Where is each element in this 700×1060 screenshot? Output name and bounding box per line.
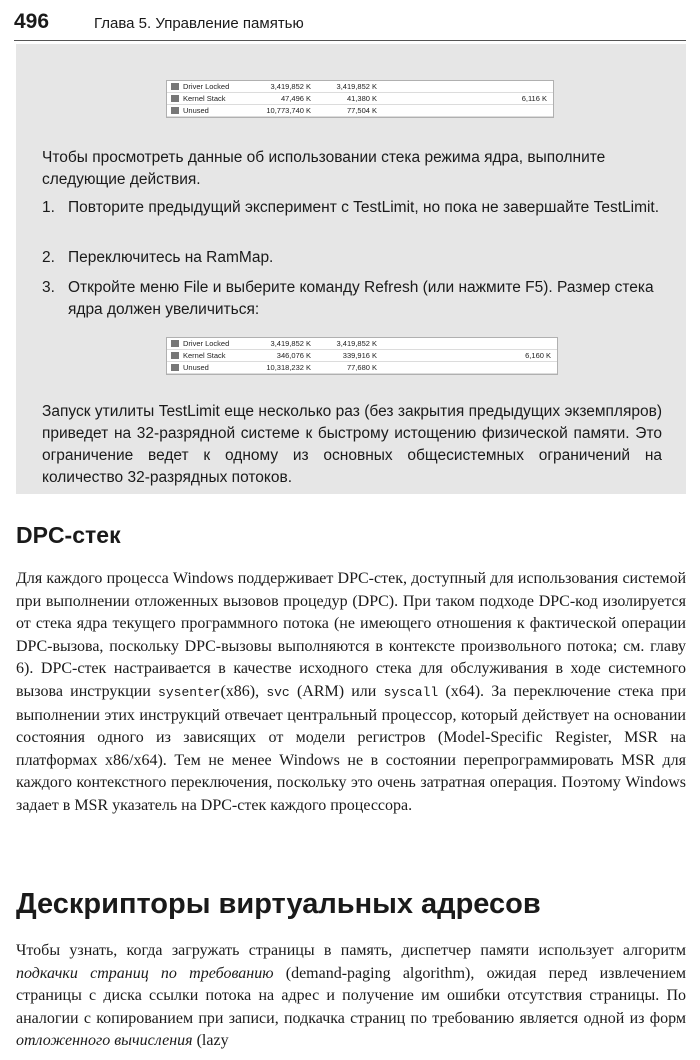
svc-code: svc xyxy=(266,684,290,700)
page-number: 496 xyxy=(14,10,50,33)
dpc-paragraph: Для каждого процесса Windows поддерживает DPC-стек, доступный для использования системой при выполнении отложенных вызовов процедур (DPC). При таком подходе DPC-код изолируется от стека ядра текущего программного потока (не имеющего отношения к фактической операции DPC-вызова, поскольку DPC-вызовы выполняются в контексте произвольного потока; см. главу 6). DPC-стек настраивается в качестве исходного стека для обслуживания в ходе системного вызова инструкции sysenter(x86), svc (ARM) или syscall (x64). За переключение стека при выполнении этих инструкций отвечает центральный процессор, который действует на основании состояния одного из зависящих от модели регистров (Model-Specific Register, MSR на платформах x86/x64). Тем не менее Windows не в состоянии перепрограммировать MSR для каждого контекстного переключения, поскольку это очень затратная операция. Поэтому Windows задает в MSR указатель на DPC-стек каждого процессора. xyxy=(16,570,687,814)
experiment-box: Driver Locked 3,419,852 K 3,419,852 K Kernel Stack 47,496 K 41,380 K 6,116 K Unused 10,773,740 K 77,504 K Чтобы просмотреть данные об использовании стека режима ядра, выполните следующие действия. 1. Повторите предыдущий эксперимент с TestLimit, но пока не завершайте TestLimit. 2. Переключитесь на RamMap. 3. Откройте меню File и выберите команду Refresh (или нажмите F5). Размер стека ядра должен увеличиться: Driver Locked 3,419,852 K 3,419,852 K Kernel Stack 346,076 K 339,916 K 6,160 K Unused 10,318,232 K 77,680 K Запуск утилиты TestLimit еще несколько раз (без закрытия предыдущих экземпляров) приведет на 32-разрядной системе к быстрому истощению физической памяти. Это ограничение ведет к одному из основных общесистемных ограничений на количество 32-разрядных потоков. xyxy=(16,44,686,494)
rammap-table-before xyxy=(166,80,554,118)
table-row: Driver Locked 3,419,852 K 3,419,852 K xyxy=(167,81,553,93)
color-swatch xyxy=(171,352,179,359)
syscall-code: syscall xyxy=(383,684,439,700)
dpc-section-title: DPC-стек xyxy=(16,522,121,548)
color-swatch xyxy=(171,83,179,90)
vad-section-title: Дескрипторы виртуальных адресов xyxy=(16,888,541,920)
color-swatch xyxy=(171,107,179,114)
chapter-title: Глава 5. Управление памятью xyxy=(94,15,304,32)
vad-paragraph: Чтобы узнать, когда загружать страницы в память, диспетчер памяти использует алгоритм подкачки страниц по требованию (demand-paging algorithm), ожидая перед извлечением страницы с диска ссылки потока на адрес и получение им ошибки отсутствия страницы. По аналогии с копированием при записи, подкачка страниц по требованию является одной из форм отложенного вычисления (lazy xyxy=(16,942,686,1050)
table-row: Unused 10,318,232 K 77,680 K xyxy=(167,362,557,374)
table-row: Kernel Stack 47,496 K 41,380 K 6,116 K xyxy=(167,93,553,105)
sysenter-code: sysenter xyxy=(158,684,221,700)
table-row: Kernel Stack 346,076 K 339,916 K 6,160 K xyxy=(167,350,557,362)
box-intro: Чтобы просмотреть данные об использовании стека режима ядра, выполните следующие действия. xyxy=(42,149,606,188)
table-row: Driver Locked 3,419,852 K 3,419,852 K xyxy=(167,338,557,350)
rammap-table-after xyxy=(166,337,558,375)
box-outro: Запуск утилиты TestLimit еще несколько раз (без закрытия предыдущих экземпляров) приведет на 32-разрядной системе к быстрому истощению физической памяти. Это ограничение ведет к одному из основных общесистемных ограничений на количество 32-разрядных потоков. xyxy=(42,403,662,486)
page-header xyxy=(14,6,686,41)
color-swatch xyxy=(171,95,179,102)
color-swatch xyxy=(171,364,179,371)
color-swatch xyxy=(171,340,179,347)
table-row: Unused 10,773,740 K 77,504 K xyxy=(167,105,553,117)
